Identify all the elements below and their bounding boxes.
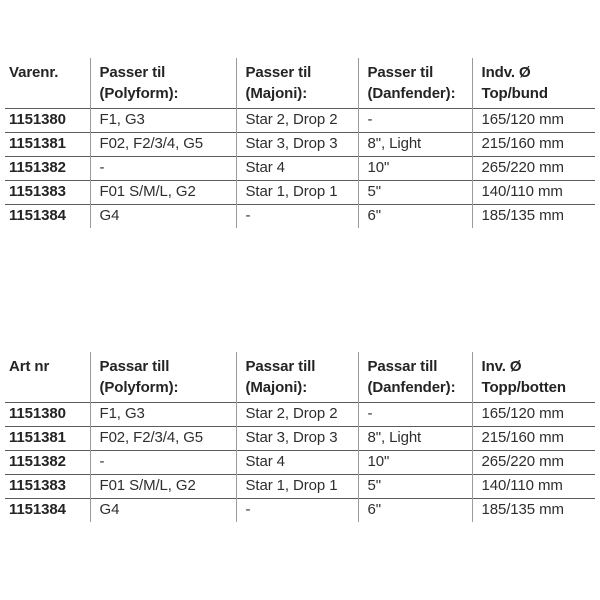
cell-majoni: Star 2, Drop 2 bbox=[236, 108, 358, 132]
cell-majoni: Star 1, Drop 1 bbox=[236, 474, 358, 498]
cell-danfender: 5" bbox=[358, 474, 472, 498]
table-row bbox=[5, 474, 595, 498]
cell-majoni: Star 1, Drop 1 bbox=[236, 180, 358, 204]
cell-danfender: 5" bbox=[358, 180, 472, 204]
cell-majoni: - bbox=[236, 204, 358, 228]
cell-majoni: Star 3, Drop 3 bbox=[236, 426, 358, 450]
header-line1: Art nr bbox=[9, 358, 50, 375]
header-line2: Top/bund bbox=[481, 85, 548, 102]
table-row bbox=[5, 498, 595, 522]
column-header-polyform bbox=[90, 352, 236, 402]
header-row bbox=[5, 352, 595, 402]
cell-diameter: 215/160 mm bbox=[472, 426, 595, 450]
cell-majoni: Star 4 bbox=[236, 156, 358, 180]
cell-polyform: - bbox=[90, 156, 236, 180]
header-line2: (Polyform): bbox=[99, 85, 179, 102]
table-row bbox=[5, 426, 595, 450]
cell-item-number: 1151382 bbox=[5, 156, 90, 180]
column-header-diameter bbox=[472, 352, 595, 402]
column-header-danfender bbox=[358, 352, 472, 402]
cell-danfender: 10" bbox=[358, 156, 472, 180]
cell-diameter: 265/220 mm bbox=[472, 450, 595, 474]
cell-diameter: 185/135 mm bbox=[472, 204, 595, 228]
cell-diameter: 165/120 mm bbox=[472, 108, 595, 132]
cell-item-number: 1151381 bbox=[5, 426, 90, 450]
header-line1: Varenr. bbox=[9, 64, 59, 81]
header-line1: Passar till bbox=[367, 358, 438, 375]
cell-item-number: 1151384 bbox=[5, 204, 90, 228]
header-row bbox=[5, 58, 595, 108]
column-header-majoni bbox=[236, 58, 358, 108]
cell-diameter: 140/110 mm bbox=[472, 474, 595, 498]
header-line1: Passer til bbox=[245, 64, 312, 81]
cell-item-number: 1151383 bbox=[5, 180, 90, 204]
header-line2: Topp/botten bbox=[481, 379, 566, 396]
table-row bbox=[5, 450, 595, 474]
cell-polyform: F1, G3 bbox=[90, 108, 236, 132]
header-line2: (Majoni): bbox=[245, 379, 308, 396]
table-row bbox=[5, 402, 595, 426]
cell-majoni: Star 3, Drop 3 bbox=[236, 132, 358, 156]
cell-majoni: - bbox=[236, 498, 358, 522]
cell-diameter: 215/160 mm bbox=[472, 132, 595, 156]
cell-danfender: 8", Light bbox=[358, 426, 472, 450]
cell-diameter: 140/110 mm bbox=[472, 180, 595, 204]
cell-danfender: 8", Light bbox=[358, 132, 472, 156]
cell-polyform: G4 bbox=[90, 498, 236, 522]
cell-polyform: F01 S/M/L, G2 bbox=[90, 180, 236, 204]
cell-danfender: 10" bbox=[358, 450, 472, 474]
header-line1: Passar till bbox=[99, 358, 170, 375]
cell-majoni: Star 2, Drop 2 bbox=[236, 402, 358, 426]
header-line1: Passer til bbox=[99, 64, 166, 81]
column-header-polyform bbox=[90, 58, 236, 108]
column-header-majoni bbox=[236, 352, 358, 402]
cell-polyform: - bbox=[90, 450, 236, 474]
cell-danfender: - bbox=[358, 108, 472, 132]
cell-diameter: 185/135 mm bbox=[472, 498, 595, 522]
header-line2: (Polyform): bbox=[99, 379, 179, 396]
column-header-danfender bbox=[358, 58, 472, 108]
table-row bbox=[5, 180, 595, 204]
header-line1: Passar till bbox=[245, 358, 316, 375]
cell-item-number: 1151380 bbox=[5, 108, 90, 132]
header-line1: Inv. Ø bbox=[481, 358, 522, 375]
cell-polyform: F02, F2/3/4, G5 bbox=[90, 132, 236, 156]
cell-polyform: F01 S/M/L, G2 bbox=[90, 474, 236, 498]
cell-item-number: 1151381 bbox=[5, 132, 90, 156]
header-line2: (Danfender): bbox=[367, 379, 456, 396]
cell-danfender: - bbox=[358, 402, 472, 426]
spec-table-danish bbox=[5, 58, 595, 228]
cell-item-number: 1151380 bbox=[5, 402, 90, 426]
table-row bbox=[5, 108, 595, 132]
spec-table-swedish bbox=[5, 352, 595, 522]
cell-danfender: 6" bbox=[358, 498, 472, 522]
column-header-artnr bbox=[5, 352, 90, 402]
cell-polyform: F02, F2/3/4, G5 bbox=[90, 426, 236, 450]
column-header-diameter bbox=[472, 58, 595, 108]
cell-diameter: 265/220 mm bbox=[472, 156, 595, 180]
table-row bbox=[5, 156, 595, 180]
header-line1: Indv. Ø bbox=[481, 64, 531, 81]
table-row bbox=[5, 204, 595, 228]
cell-item-number: 1151383 bbox=[5, 474, 90, 498]
table-row bbox=[5, 132, 595, 156]
cell-item-number: 1151382 bbox=[5, 450, 90, 474]
header-line2: (Danfender): bbox=[367, 85, 456, 102]
column-header-varenr bbox=[5, 58, 90, 108]
cell-polyform: F1, G3 bbox=[90, 402, 236, 426]
cell-diameter: 165/120 mm bbox=[472, 402, 595, 426]
cell-danfender: 6" bbox=[358, 204, 472, 228]
header-line1: Passer til bbox=[367, 64, 434, 81]
cell-majoni: Star 4 bbox=[236, 450, 358, 474]
header-line2: (Majoni): bbox=[245, 85, 308, 102]
cell-item-number: 1151384 bbox=[5, 498, 90, 522]
cell-polyform: G4 bbox=[90, 204, 236, 228]
